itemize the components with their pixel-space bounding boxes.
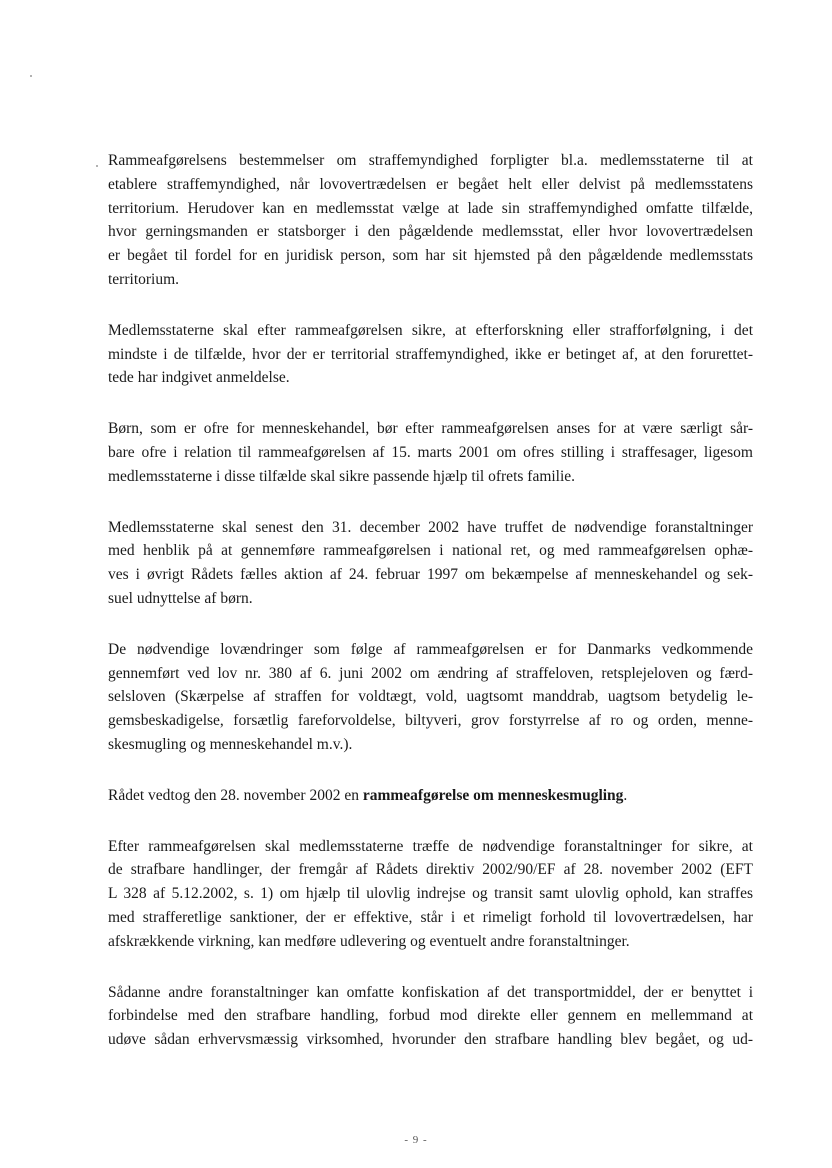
text-line: L 328 af 5.12.2002, s. 1) om hjælp til ulovlig indrejse og transit samt ulovlig ophold, kan straffes (108, 885, 753, 903)
text-line: Medlemsstaterne skal senest den 31. december 2002 have truffet de nødvendige foranstaltninger (108, 518, 753, 536)
text-line: Efter rammeafgørelsen skal medlemsstaterne træffe de nødvendige foranstaltninger for sikre, at (108, 837, 753, 855)
text-line: gemsbeskadigelse, forsætlig fareforvoldelse, biltyveri, grov forstyrrelse af ro og orden, menne- (108, 712, 753, 730)
text-line: forbindelse med den strafbare handling, forbud mod direkte eller gennem en mellemmand at (108, 1007, 753, 1025)
text-line (108, 784, 753, 808)
text-line: tede har indgivet anmeldelse. (108, 369, 290, 387)
text-line: Sådanne andre foranstaltninger kan omfatte konfiskation af det transportmiddel, der er benyttet i (108, 983, 753, 1001)
paragraph-other-measures (108, 981, 753, 1052)
text-line: ves i øvrigt Rådets fælles aktion af 24. februar 1997 om bekæmpelse af menneskehandel og sek- (108, 566, 753, 584)
text-line: gennemført ved lov nr. 380 af 6. juni 2002 om ændring af straffeloven, retsplejeloven og færd- (108, 664, 753, 682)
paragraph-law-changes (108, 638, 753, 757)
text-run: Rådet vedtog den 28. november 2002 en (108, 786, 363, 804)
scan-speck (30, 75, 32, 77)
body-text (108, 149, 753, 1079)
text-line: Rammeafgørelsens bestemmelser om straffemyndighed forpligter bl.a. medlemsstaterne til at (108, 152, 753, 169)
page-number: - 9 - (404, 1134, 428, 1146)
text-line: selsloven (Skærpelse af straffen for voldtægt, vold, uagtsomt manddrab, uagtsom betydelig le- (108, 688, 753, 706)
text-line: med strafferetlige sanktioner, der er effektive, står i et rimeligt forhold til lovovertrædelsen, har (108, 908, 753, 926)
paragraph-smuggling-decision (108, 784, 753, 808)
text-line: skesmugling og menneskehandel m.v.). (108, 735, 353, 753)
text-line: medlemsstaterne i disse tilfælde skal sikre passende hjælp til ofrets familie. (108, 467, 576, 485)
paragraph-child-victims (108, 417, 753, 488)
scan-speck (96, 165, 98, 167)
text-line: De nødvendige lovændringer som følge af rammeafgørelsen er for Danmarks vedkommende (108, 640, 753, 658)
text-line: etablere straffemyndighed, når lovovertrædelsen er begået helt eller delvist på medlemsstatens (108, 175, 753, 193)
text-line: bare ofre i relation til rammeafgørelsen af 15. marts 2001 om ofres stilling i straffesager, ligesom (108, 443, 753, 461)
text-line: suel udnyttelse af børn. (108, 589, 253, 607)
text-line: Medlemsstaterne skal efter rammeafgørelsen sikre, at efterforskning eller strafforfølgning, i det (108, 321, 753, 339)
paragraph-deadline (108, 516, 753, 611)
text-line: territorium. Herudover kan en medlemsstat vælge at lade sin straffemyndighed omfatte tilfælde, (108, 199, 753, 217)
text-line: udøve sådan erhvervsmæssig virksomhed, hvorunder den strafbare handling blev begået, og ud- (108, 1031, 753, 1049)
paragraph-jurisdiction (108, 149, 753, 292)
text-line: er begået til fordel for en juridisk person, som har sit hjemsted på den pågældende medlemsstats (108, 247, 753, 265)
text-line: territorium. (108, 270, 180, 288)
text-line: mindste i de tilfælde, hvor der er territorial straffemyndighed, ikke er betinget af, at den forurettet- (108, 345, 753, 363)
bold-heading-text: rammeafgørelse om menneskesmugling (362, 786, 624, 804)
text-line: med henblik på at gennemføre rammeafgørelsen i national ret, og med rammeafgørelsen ophæ- (108, 542, 753, 560)
text-run: . (623, 786, 628, 804)
text-line: hvor gerningsmanden er statsborger i den pågældende medlemsstat, eller hvor lovovertrædelsen (108, 223, 753, 241)
paragraph-investigation (108, 319, 753, 390)
paragraph-sanctions (108, 835, 753, 954)
text-line: afskrækkende virkning, kan medføre udlevering og eventuelt andre foranstaltninger. (108, 932, 630, 950)
text-line: de strafbare handlinger, der fremgår af Rådets direktiv 2002/90/EF af 28. november 2002 (EFT (108, 861, 753, 879)
text-line: Børn, som er ofre for menneskehandel, bør efter rammeafgørelsen anses for at være særligt sår- (108, 420, 753, 438)
